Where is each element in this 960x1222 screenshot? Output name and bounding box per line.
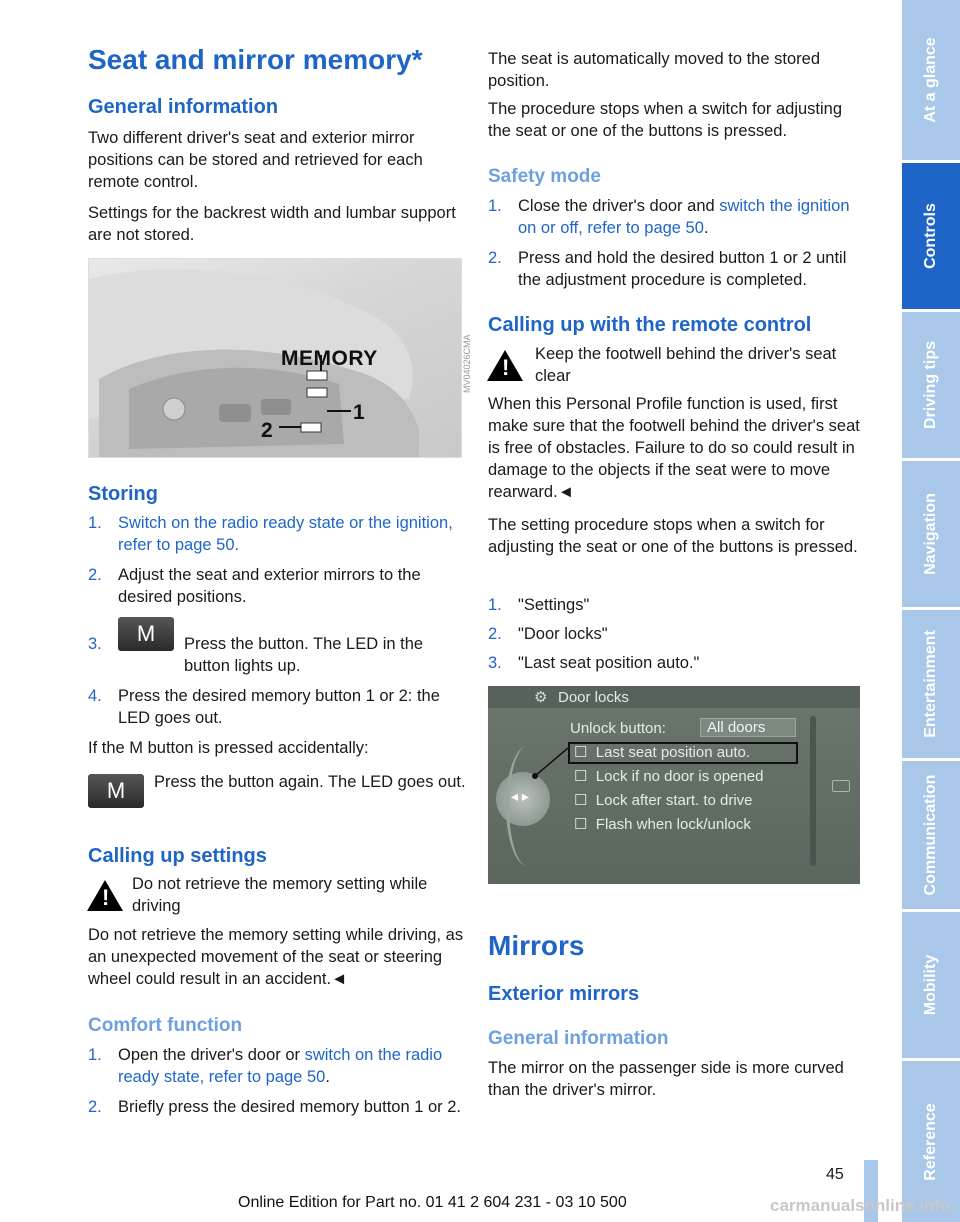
remote-paragraph-2: The setting procedure stops when a switch for adjusting the seat or one of the buttons is pressed.: [488, 516, 858, 556]
tab-navigation[interactable]: Navigation: [902, 461, 960, 607]
unlock-label: Unlock button:: [570, 720, 666, 737]
calling-paragraph: Do not retrieve the memory setting while driving, as an unexpected movement of the seat or steering wheel could result in an accident.◄: [88, 926, 464, 988]
checkbox-icon: ☐: [574, 768, 588, 785]
safety-heading: Safety mode: [488, 166, 601, 187]
storing-heading: Storing: [88, 483, 158, 505]
general-paragraph-2: Settings for the backrest width and lumbar support are not stored.: [88, 204, 456, 244]
right-paragraph-1: The seat is automatically moved to the stored position.: [488, 50, 820, 90]
screen-scrollbar: [810, 716, 816, 866]
unlock-value-field[interactable]: All doors: [700, 718, 796, 737]
list-item: 2. Press and hold the desired button 1 or 2 until the adjustment procedure is completed.: [488, 249, 847, 289]
memory-label: MEMORY: [281, 347, 378, 370]
tab-reference[interactable]: Reference: [902, 1061, 960, 1222]
tab-mobility[interactable]: Mobility: [902, 912, 960, 1058]
list-item[interactable]: ☐ Flash when lock/unlock: [574, 816, 751, 833]
screen-side-icon: [832, 780, 850, 792]
remote-paragraph-1: When this Personal Profile function is used, first make sure that the footwell behind the driver's seat is free of obstacles. Failure to do so could result in damage to the objects if the seat were to move rearward.◄: [488, 395, 860, 501]
gear-icon: ⚙: [534, 689, 548, 706]
accidental-text: If the M button is pressed accidentally:: [88, 739, 369, 757]
checkbox-icon: ☐: [574, 816, 588, 833]
list-item: 3. "Last seat position auto.": [488, 654, 700, 672]
page-number: 45: [826, 1166, 844, 1183]
comfort-list: [88, 1044, 466, 1118]
callout-2: 2: [261, 419, 273, 442]
remote-heading: Calling up with the remote control: [488, 314, 812, 336]
edition-text: Online Edition for Part no. 01 41 2 604 231 - 03 10 500: [238, 1194, 627, 1211]
list-item: 2. Adjust the seat and exterior mirrors to the desired positions.: [88, 566, 421, 606]
tab-entertainment[interactable]: Entertainment: [902, 610, 960, 758]
image-code: MV04026CMA: [462, 334, 472, 393]
mirror-general-heading: General information: [488, 1028, 669, 1049]
checkbox-icon: ☐: [574, 744, 588, 761]
list-item: 2. Briefly press the desired memory button 1 or 2.: [88, 1098, 461, 1116]
mirror-paragraph: The mirror on the passenger side is more curved than the driver's mirror.: [488, 1059, 844, 1099]
list-item: 1. "Settings": [488, 596, 590, 614]
page-title: Seat and mirror memory*: [88, 44, 423, 75]
tab-communication[interactable]: Communication: [902, 761, 960, 909]
remote-list: [488, 594, 862, 674]
seat-illustration: [89, 259, 461, 457]
list-item: 1. Close the driver's door and switch the ignition on or off, refer to page 50.: [488, 197, 850, 237]
screen-title: Door locks: [558, 689, 629, 706]
seat-memory-image: [88, 258, 462, 458]
remote-warning: Keep the footwell behind the driver's seat clear: [535, 345, 837, 385]
m-button-icon: M: [118, 617, 174, 651]
list-item[interactable]: ☐ Last seat position auto.: [574, 744, 751, 761]
watermark: carmanualsonline.info: [770, 1196, 951, 1215]
safety-list: [488, 195, 862, 291]
arrows-icon: ◂ ▸: [511, 788, 529, 804]
list-item: 1. Switch on the radio ready state or the ignition, refer to page 50.: [88, 514, 453, 554]
list-item[interactable]: ☐ Lock if no door is opened: [574, 768, 764, 785]
general-paragraph-1: Two different driver's seat and exterior mirror positions can be stored and retrieved for each remote control.: [88, 129, 423, 191]
general-heading: General information: [88, 96, 279, 118]
page-link[interactable]: switch the ignition on or off, refer to page 50: [518, 197, 850, 237]
tab-controls[interactable]: Controls: [902, 163, 960, 309]
calling-heading: Calling up settings: [88, 845, 267, 867]
list-item: 3. Press the button. The LED in the button lights up.: [88, 635, 424, 675]
warning-icon: [487, 350, 523, 381]
comfort-heading: Comfort function: [88, 1015, 243, 1036]
list-item: 1. Open the driver's door or switch on the radio ready state, refer to page 50.: [88, 1046, 443, 1086]
list-item[interactable]: ☐ Lock after start. to drive: [574, 792, 753, 809]
again-text: Press the button again. The LED goes out.: [154, 773, 466, 791]
warning-icon: [87, 880, 123, 911]
callout-1: 1: [353, 401, 365, 424]
tab-at-a-glance[interactable]: At a glance: [902, 0, 960, 160]
page-link[interactable]: switch on the radio ready state, refer to page 50: [118, 1046, 443, 1086]
list-item: 4. Press the desired memory button 1 or 2: the LED goes out.: [88, 687, 440, 727]
exterior-mirrors-heading: Exterior mirrors: [488, 983, 640, 1005]
page-link[interactable]: Switch on the radio ready state or the ignition, refer to page 50.: [118, 514, 453, 554]
pointer-line: [532, 746, 572, 786]
tab-driving-tips[interactable]: Driving tips: [902, 312, 960, 458]
door-locks-screen: [488, 686, 860, 884]
mirrors-heading: Mirrors: [488, 930, 585, 961]
right-paragraph-2: The procedure stops when a switch for adjusting the seat or one of the buttons is pressed.: [488, 100, 843, 140]
storing-list: [88, 512, 466, 608]
list-item: 2. "Door locks": [488, 625, 608, 643]
checkbox-icon: ☐: [574, 792, 588, 809]
m-button-icon: M: [88, 774, 144, 808]
calling-warning: Do not retrieve the memory setting while driving: [132, 875, 428, 915]
